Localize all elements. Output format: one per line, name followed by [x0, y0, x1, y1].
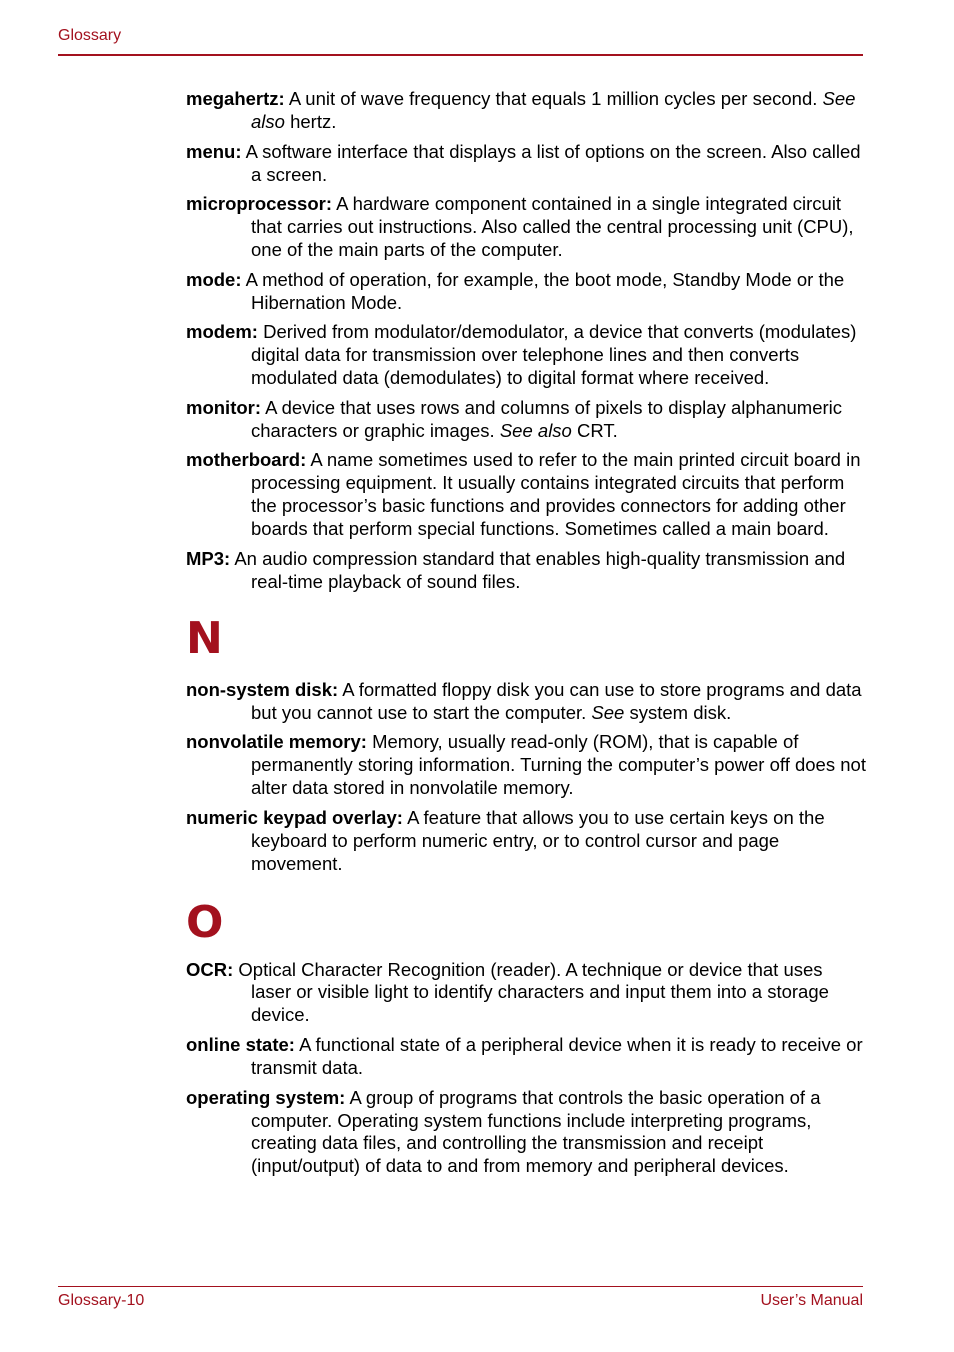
- footer-rule: [58, 1286, 863, 1287]
- running-header: Glossary: [58, 27, 122, 44]
- entry-see-ref: hertz.: [284, 110, 337, 132]
- entry-term: non-system disk:: [186, 678, 339, 700]
- glossary-entry: [186, 731, 866, 800]
- entry-term: menu:: [186, 140, 242, 162]
- entry-definition: Optical Character Recognition (reader). A technique or device that uses laser or visible light to identify characters and input them into a storage device.: [233, 958, 829, 1026]
- manual-title: User’s Manual: [760, 1292, 863, 1309]
- glossary-entry: [186, 449, 866, 541]
- entry-term: operating system:: [186, 1086, 346, 1108]
- entry-definition: A software interface that displays a list of options on the screen. Also called a screen.: [241, 140, 861, 185]
- entry-definition: A device that uses rows and columns of pixels to display alphanumeric characters or graphic images.: [251, 396, 843, 441]
- entry-definition: A formatted floppy disk you can use to store programs and data but you cannot use to start the computer.: [251, 678, 862, 723]
- entry-see-label: See also: [251, 88, 856, 132]
- glossary-entry: [186, 321, 866, 390]
- glossary-entry: [186, 88, 866, 134]
- glossary-entry: [186, 193, 866, 262]
- entry-definition: A name sometimes used to refer to the main printed circuit board in processing equipment. It usually contains integrated circuits that perform the processor’s basic functions and provides connectors for adding other boards that perform special functions. Sometimes called a main board.: [251, 449, 861, 540]
- entry-term: MP3:: [186, 547, 231, 569]
- entry-see-ref: system disk.: [624, 701, 732, 723]
- glossary-entry: [186, 548, 866, 594]
- entry-see-label: See also: [499, 419, 572, 441]
- entry-definition: A method of operation, for example, the boot mode, Standby Mode or the Hibernation Mode.: [241, 268, 845, 313]
- entry-term: online state:: [186, 1034, 295, 1056]
- entry-term: megahertz:: [186, 88, 285, 109]
- entry-definition: A group of programs that controls the basic operation of a computer. Operating system functions include interpreting programs, creating data files, and controlling the transmission and receipt (input/output) of data to and from memory and peripheral devices.: [251, 1086, 821, 1177]
- entry-definition: A feature that allows you to use certain keys on the keyboard to perform numeric entry, or to control cursor and page movement.: [251, 806, 825, 874]
- entry-term: motherboard:: [186, 449, 307, 471]
- section-letter-n: N: [186, 612, 223, 664]
- entry-term: modem:: [186, 321, 258, 343]
- entry-definition: An audio compression standard that enables high-quality transmission and real-time playback of sound files.: [230, 547, 846, 592]
- entry-definition: Derived from modulator/demodulator, a device that converts (modulates) digital data for transmission over telephone lines and then converts modulated data (demodulates) to digital format where received.: [251, 321, 857, 389]
- glossary-entry: [186, 1034, 866, 1080]
- entry-term: mode:: [186, 268, 242, 290]
- entry-definition: A hardware component contained in a single integrated circuit that carries out instructions. Also called the central processing unit (CPU), one of the main parts of the computer.: [251, 193, 854, 261]
- glossary-entry: [186, 807, 866, 876]
- page-number: Glossary-10: [58, 1292, 145, 1309]
- entry-definition: Memory, usually read-only (ROM), that is capable of permanently storing information. Turning the computer’s power off does not alter data stored in nonvolatile memory.: [251, 731, 866, 799]
- entry-definition: A unit of wave frequency that equals 1 million cycles per second.: [284, 88, 823, 109]
- glossary-entry: [186, 397, 866, 443]
- entry-term: nonvolatile memory:: [186, 731, 367, 753]
- glossary-entry: [186, 679, 866, 725]
- entry-see-label: See: [591, 701, 625, 723]
- entry-term: OCR:: [186, 958, 234, 980]
- entry-term: microprocessor:: [186, 193, 332, 215]
- glossary-entry: [186, 1087, 866, 1179]
- header-rule: [58, 54, 863, 56]
- entry-term: monitor:: [186, 396, 262, 418]
- glossary-content: [186, 88, 866, 1185]
- glossary-entry: [186, 141, 866, 187]
- entry-definition: A functional state of a peripheral device when it is ready to receive or transmit data.: [251, 1034, 863, 1078]
- glossary-entry: [186, 959, 866, 1028]
- section-letter-o: O: [186, 896, 224, 948]
- glossary-entry: [186, 269, 866, 315]
- entry-see-ref: CRT.: [571, 419, 618, 441]
- entry-term: numeric keypad overlay:: [186, 806, 403, 828]
